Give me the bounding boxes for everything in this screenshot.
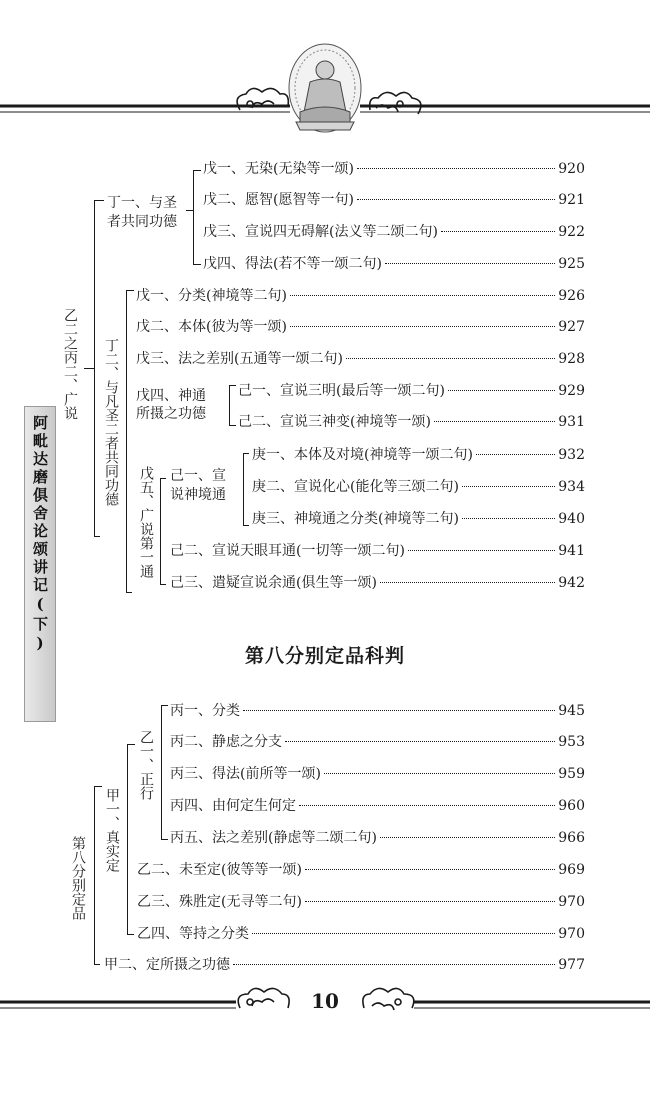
p1-ji1-label-line1: 己一、宣 (170, 468, 226, 484)
p1-ji1-label-line2: 说神境通 (170, 487, 226, 503)
toc-entry[interactable]: 戊三、法之差别(五通等一颂二句) 928 (136, 351, 585, 367)
side-title: 阿毗达磨俱舍论颂讲记(下) (31, 415, 49, 655)
toc-entry[interactable]: 戊三、宣说四无碍解(法义等二颂二句) 922 (203, 224, 585, 240)
p2-yi1-label: 乙一、正行 (138, 730, 154, 800)
toc-entry[interactable]: 庚二、宣说化心(能化等三颂二句) 934 (252, 479, 585, 495)
toc-entry[interactable]: 丙四、由何定生何定 960 (170, 798, 585, 814)
p1-root-label: 乙二之丙二、广说 (62, 308, 78, 420)
p1-wu4-label-line1: 戊四、神通 (136, 388, 206, 404)
p1-root-bracket (94, 200, 95, 536)
toc-entry[interactable]: 己三、遣疑宣说余通(俱生等一颂) 942 (170, 575, 585, 591)
header-ornament (0, 0, 650, 140)
p1-wu5-label: 戊五、广说第一通 (138, 466, 154, 578)
toc-entry[interactable]: 乙二、未至定(彼等等一颂) 969 (137, 862, 585, 878)
p1-ding1-label-line2: 者共同功德 (107, 214, 177, 230)
toc-entry[interactable]: 乙四、等持之分类 970 (137, 926, 585, 942)
toc-entry[interactable]: 丙五、法之差别(静虑等二颂二句) 966 (170, 830, 585, 846)
toc-entry[interactable]: 乙三、殊胜定(无寻等二句) 970 (137, 894, 585, 910)
p1-wu4-label-line2: 所摄之功德 (136, 406, 206, 422)
toc-entry[interactable]: 庚三、神境通之分类(神境等二句) 940 (252, 511, 585, 527)
p2-root-label: 第八分别定品 (70, 836, 86, 920)
toc-entry[interactable]: 戊四、得法(若不等一颂二句) 925 (203, 256, 585, 272)
p1-ding2-label: 丁二、与凡圣二者共同功德 (103, 338, 119, 506)
toc-entry[interactable]: 己二、宣说三神变(神境等一颂) 931 (238, 414, 585, 430)
p2-jia1-label: 甲一、真实定 (104, 788, 120, 872)
toc-entry[interactable]: 丙三、得法(前所等一颂) 959 (170, 766, 585, 782)
toc-entry[interactable]: 戊二、愿智(愿智等一句) 921 (203, 192, 585, 208)
toc-entry[interactable]: 戊一、无染(无染等一颂) 920 (203, 161, 585, 177)
p1-ding1-label-line1: 丁一、与圣 (107, 195, 177, 211)
toc-entry[interactable]: 己一、宣说三明(最后等一颂二句) 929 (238, 383, 585, 399)
toc-entry[interactable]: 甲二、定所摄之功德 977 (104, 957, 585, 973)
toc-entry[interactable]: 己二、宣说天眼耳通(一切等一颂二句) 941 (170, 543, 585, 559)
page-number: 10 (311, 989, 339, 1013)
cloud-right-icon (370, 92, 421, 114)
toc-entry[interactable]: 丙二、静虑之分支 953 (170, 734, 585, 750)
toc-entry[interactable]: 戊二、本体(彼为等一颂) 927 (136, 319, 585, 335)
toc-entry[interactable]: 戊一、分类(神境等二句) 926 (136, 288, 585, 304)
toc-entry[interactable]: 庚一、本体及对境(神境等一颂二句) 932 (252, 447, 585, 463)
section-title: 第八分别定品科判 (244, 645, 405, 667)
side-title-tab (24, 406, 56, 722)
buddha-icon (289, 44, 361, 132)
toc-entry[interactable]: 丙一、分类 945 (170, 703, 585, 719)
